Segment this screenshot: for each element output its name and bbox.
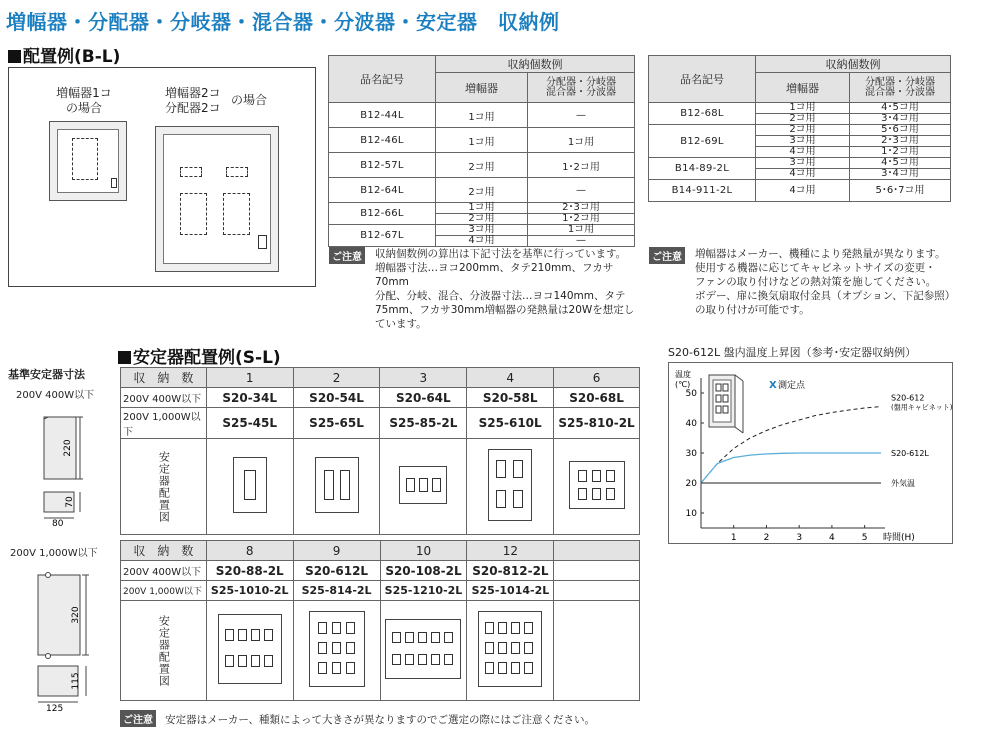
table-row-code: B12-69L bbox=[649, 125, 756, 158]
table-cell: 1コ用 bbox=[528, 128, 635, 153]
diagram-cell bbox=[467, 601, 554, 701]
bl-section-title: 配置例(B-L) bbox=[8, 42, 120, 67]
stabilizer-unit bbox=[432, 478, 441, 492]
count-cell: 10 bbox=[380, 541, 467, 561]
table-cell: 3･4コ用 bbox=[850, 114, 951, 125]
table-cell: 2コ用 bbox=[436, 214, 528, 225]
series-line bbox=[701, 453, 881, 483]
y-tick-label: 10 bbox=[685, 509, 697, 519]
model-code: S25-814-2L bbox=[293, 581, 380, 601]
table-cell: 5･6コ用 bbox=[850, 125, 951, 136]
y-axis-label: 温度 bbox=[675, 370, 691, 379]
distributor-outline bbox=[180, 167, 202, 177]
x-axis-label: 時間(H) bbox=[883, 533, 915, 543]
y-tick-label: 30 bbox=[685, 449, 697, 459]
stabilizer-cabinet bbox=[488, 449, 532, 521]
table-row-code: B14-89-2L bbox=[649, 158, 756, 180]
model-code: S20-88-2L bbox=[206, 561, 293, 581]
y-tick-label: 40 bbox=[685, 419, 697, 429]
stabilizer-unit bbox=[244, 470, 256, 500]
row-label-diagram: 安定器配置図 bbox=[157, 614, 171, 687]
table-cell: 1･2コ用 bbox=[528, 214, 635, 225]
stabilizer-unit bbox=[496, 460, 506, 478]
series-label: 外気温 bbox=[891, 479, 915, 488]
model-code: S25-65L bbox=[293, 408, 380, 439]
table-cell: 1･2コ用 bbox=[528, 153, 635, 178]
row-label-count: 収 納 数 bbox=[121, 541, 207, 561]
x-tick-label: 2 bbox=[763, 533, 770, 543]
note-tag: ご注意 bbox=[649, 247, 685, 264]
col-header-count: 収納個数例 bbox=[436, 56, 635, 73]
count-cell: 9 bbox=[293, 541, 380, 561]
model-code: S20-64L bbox=[380, 388, 467, 408]
row-label-diagram: 安定器配置図 bbox=[157, 450, 171, 523]
amp-outline bbox=[180, 193, 207, 235]
dim-d2: 115 bbox=[71, 672, 81, 690]
marker-symbol: X bbox=[769, 380, 777, 391]
stabilizer-cabinet bbox=[315, 457, 359, 513]
col-header-count: 収納個数例 bbox=[756, 56, 951, 73]
model-code: S25-810-2L bbox=[554, 408, 640, 439]
model-code: S20-34L bbox=[206, 388, 293, 408]
table-cell: 1･2コ用 bbox=[850, 147, 951, 158]
count-cell bbox=[554, 541, 640, 561]
table-row-code: B12-66L bbox=[329, 203, 436, 225]
model-code bbox=[554, 561, 640, 581]
series-label: S20-612 bbox=[891, 393, 925, 403]
stabilizer-cabinet bbox=[569, 461, 625, 509]
terminal-icon bbox=[258, 235, 267, 249]
y-tick-label: 20 bbox=[685, 479, 697, 489]
note-text: 安定器はメーカー、種類によって大きさが異なりますのでご選定の際にはご注意ください。 bbox=[165, 714, 595, 726]
table-row-code: B12-57L bbox=[329, 153, 436, 178]
page-title: 増幅器・分配器・分岐器・混合器・分波器・安定器 収納例 bbox=[6, 10, 560, 34]
label-two-amp: 増幅器2コ 分配器2コ bbox=[165, 86, 221, 115]
diagram-cell bbox=[467, 439, 554, 535]
diagram-cell bbox=[380, 601, 467, 701]
model-code: S20-68L bbox=[554, 388, 640, 408]
count-cell: 12 bbox=[467, 541, 554, 561]
stabilizer-unit bbox=[496, 490, 506, 508]
stabilizer-section-title: 安定器配置例(S-L) bbox=[118, 343, 281, 368]
table-cell: 4･5コ用 bbox=[850, 158, 951, 169]
row-label-1000w: 200V 1,000W以下 bbox=[121, 408, 207, 439]
note-2 bbox=[649, 247, 967, 317]
cabinet-illustration bbox=[709, 375, 743, 433]
model-code: S25-1010-2L bbox=[206, 581, 293, 601]
table-cell: 3･4コ用 bbox=[850, 169, 951, 180]
model-code: S25-1014-2L bbox=[467, 581, 554, 601]
dim-w1: 80 bbox=[52, 519, 64, 529]
bl-layout-box bbox=[8, 67, 316, 287]
std-dims-drawing bbox=[20, 400, 120, 730]
diagram-cell bbox=[554, 439, 640, 535]
x-tick-label: 3 bbox=[796, 533, 803, 543]
y-axis-label: (℃) bbox=[675, 380, 691, 389]
note-text: 収納個数例の算出は下記寸法を基準に行っています。 増幅器寸法…ヨコ200mm、タテ210mm、フカサ70mm 分配、分岐、混合、分波器寸法…ヨコ140mm、タテ 75mm、フカサ30mm増幅器の発熱量は20Wを想定し ています。 bbox=[375, 248, 635, 330]
x-tick-label: 1 bbox=[730, 533, 737, 543]
col-header-code: 品名記号 bbox=[329, 56, 436, 103]
stabilizer-cabinet bbox=[218, 614, 282, 684]
stabilizer-unit bbox=[513, 490, 523, 508]
table-cell: 2･3コ用 bbox=[850, 136, 951, 147]
model-code: S20-54L bbox=[293, 388, 380, 408]
table-cell: 4コ用 bbox=[756, 180, 850, 202]
cabinet-large bbox=[155, 126, 279, 272]
model-code: S20-812-2L bbox=[467, 561, 554, 581]
stabilizer-table-a bbox=[120, 367, 640, 535]
table-cell: — bbox=[528, 178, 635, 203]
model-code: S25-610L bbox=[467, 408, 554, 439]
amp-outline bbox=[72, 138, 98, 180]
table-cell: 4･5コ用 bbox=[850, 103, 951, 114]
stabilizer-unit bbox=[592, 470, 601, 482]
note-text: 増幅器はメーカー、機種により発熱量が異なります。 使用する機器に応じてキャビネットサイズの変更・ ファンの取り付けなどの熱対策を施してください。 ボデー、扉に換気扇取付金具（オプション、下記参照） の取り付けが可能です。 bbox=[695, 248, 956, 316]
stabilizer-unit bbox=[592, 488, 601, 500]
table-cell: 2コ用 bbox=[756, 114, 850, 125]
diagram-cell bbox=[554, 601, 640, 701]
stabilizer-unit bbox=[606, 470, 615, 482]
table-cell: 2･3コ用 bbox=[528, 203, 635, 214]
table-cell: 2コ用 bbox=[756, 125, 850, 136]
table-row-code: B12-64L bbox=[329, 178, 436, 203]
table-cell: 3コ用 bbox=[756, 136, 850, 147]
diagram-cell bbox=[293, 439, 380, 535]
std-1000w-label: 200V 1,000W以下 bbox=[10, 548, 98, 559]
dim-h1: 220 bbox=[63, 439, 73, 457]
diagram-cell bbox=[206, 439, 293, 535]
count-cell: 2 bbox=[293, 368, 380, 388]
series-label: (盤用キャビネット) bbox=[891, 403, 952, 412]
table-cell: 1コ用 bbox=[436, 103, 528, 128]
stabilizer-unit bbox=[340, 470, 350, 500]
temperature-chart bbox=[669, 363, 952, 543]
square-bullet-icon bbox=[118, 351, 131, 364]
stabilizer-unit bbox=[578, 488, 587, 500]
table-cell: 2コ用 bbox=[436, 178, 528, 203]
model-code bbox=[554, 581, 640, 601]
model-code: S20-612L bbox=[293, 561, 380, 581]
row-label-1000w: 200V 1,000W以下 bbox=[121, 581, 207, 601]
model-code: S25-45L bbox=[206, 408, 293, 439]
terminal-icon bbox=[111, 178, 117, 188]
table-cell: 5･6･7コ用 bbox=[850, 180, 951, 202]
square-bullet-icon bbox=[8, 50, 21, 63]
label-one-amp: 増幅器1コ の場合 bbox=[56, 86, 112, 115]
storage-table-2 bbox=[648, 55, 951, 202]
table-cell: 4コ用 bbox=[436, 236, 528, 247]
count-cell: 8 bbox=[206, 541, 293, 561]
table-cell: 3コ用 bbox=[756, 158, 850, 169]
series-label: S20-612L bbox=[891, 449, 929, 458]
count-cell: 6 bbox=[554, 368, 640, 388]
cabinet-small-plate bbox=[57, 129, 119, 193]
table-cell: — bbox=[528, 103, 635, 128]
stabilizer-table-b bbox=[120, 540, 640, 701]
distributor-outline bbox=[226, 167, 248, 177]
table-row-code: B14-911-2L bbox=[649, 180, 756, 202]
stabilizer-unit bbox=[606, 488, 615, 500]
model-code: S25-1210-2L bbox=[380, 581, 467, 601]
col-header-amp: 増幅器 bbox=[436, 73, 528, 103]
stabilizer-unit bbox=[406, 478, 415, 492]
amp-outline bbox=[223, 193, 250, 235]
table-row-code: B12-67L bbox=[329, 225, 436, 247]
table-row-code: B12-68L bbox=[649, 103, 756, 125]
table-cell: 2コ用 bbox=[436, 153, 528, 178]
note-3 bbox=[120, 708, 595, 727]
stabilizer-unit bbox=[578, 470, 587, 482]
std-400w-label: 200V 400W以下 bbox=[16, 390, 95, 401]
y-tick-label: 50 bbox=[685, 389, 697, 399]
std-dims-title: 基準安定器寸法 bbox=[8, 368, 85, 381]
row-label-400w: 200V 400W以下 bbox=[121, 388, 207, 408]
model-code: S25-85-2L bbox=[380, 408, 467, 439]
diagram-cell bbox=[293, 601, 380, 701]
dim-h2: 320 bbox=[71, 606, 81, 624]
dim-d1: 70 bbox=[65, 496, 75, 508]
stabilizer-cabinet bbox=[399, 466, 447, 504]
row-label-400w: 200V 400W以下 bbox=[121, 561, 207, 581]
col-header-amp: 増幅器 bbox=[756, 73, 850, 103]
table-cell: 4コ用 bbox=[756, 169, 850, 180]
model-code: S20-58L bbox=[467, 388, 554, 408]
count-cell: 1 bbox=[206, 368, 293, 388]
diagram-cell bbox=[380, 439, 467, 535]
table-row-code: B12-46L bbox=[329, 128, 436, 153]
table-cell: 1コ用 bbox=[436, 203, 528, 214]
model-code: S20-108-2L bbox=[380, 561, 467, 581]
col-header-code: 品名記号 bbox=[649, 56, 756, 103]
label-case: の場合 bbox=[231, 93, 268, 107]
cabinet-large-plate bbox=[163, 134, 271, 264]
table-cell: 1コ用 bbox=[528, 225, 635, 236]
note-tag: ご注意 bbox=[120, 710, 156, 727]
storage-table-1 bbox=[328, 55, 635, 247]
table-cell: 4コ用 bbox=[756, 147, 850, 158]
stabilizer-cabinet bbox=[478, 611, 542, 687]
col-header-dist: 分配器・分岐器 混合器・分波器 bbox=[850, 73, 951, 103]
diagram-cell bbox=[206, 601, 293, 701]
table-cell: 1コ用 bbox=[436, 128, 528, 153]
table-row-code: B12-44L bbox=[329, 103, 436, 128]
table-cell: 3コ用 bbox=[436, 225, 528, 236]
chart-title: S20-612L 盤内温度上昇図（参考･安定器収納例） bbox=[668, 346, 917, 359]
marker-label: 測定点 bbox=[778, 381, 806, 391]
cabinet-small bbox=[49, 121, 127, 201]
table-cell: — bbox=[528, 236, 635, 247]
count-cell: 3 bbox=[380, 368, 467, 388]
x-tick-label: 5 bbox=[861, 533, 868, 543]
count-cell: 4 bbox=[467, 368, 554, 388]
col-header-dist: 分配器・分岐器 混合器・分波器 bbox=[528, 73, 635, 103]
stabilizer-unit bbox=[513, 460, 523, 478]
row-label-count: 収 納 数 bbox=[121, 368, 207, 388]
stabilizer-cabinet bbox=[233, 457, 267, 513]
stabilizer-cabinet bbox=[309, 611, 365, 687]
stabilizer-unit bbox=[419, 478, 428, 492]
stabilizer-cabinet bbox=[385, 619, 461, 679]
note-tag: ご注意 bbox=[329, 247, 365, 264]
note-1 bbox=[329, 247, 639, 331]
dim-w2: 125 bbox=[46, 704, 64, 714]
temperature-chart-box bbox=[668, 362, 953, 544]
x-tick-label: 4 bbox=[829, 533, 835, 543]
stabilizer-unit bbox=[324, 470, 334, 500]
table-cell: 1コ用 bbox=[756, 103, 850, 114]
